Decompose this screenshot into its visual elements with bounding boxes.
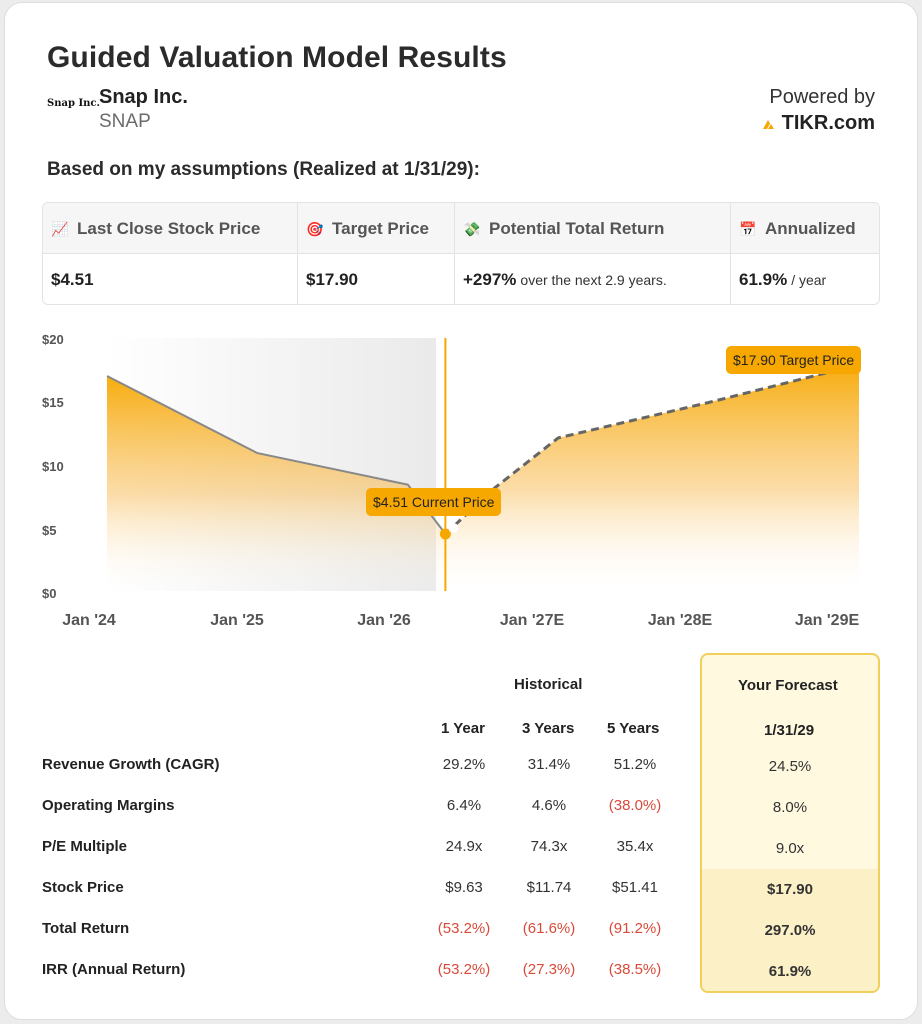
summary-value: $17.90 — [306, 270, 358, 289]
summary-suffix: over the next 2.9 years. — [520, 272, 667, 288]
table-cell: $51.41 — [612, 879, 658, 896]
summary-col-total-return — [454, 203, 730, 304]
table-cell: (38.0%) — [608, 797, 662, 814]
summary-table — [42, 202, 880, 305]
table-cell: 6.4% — [446, 797, 482, 814]
table-cell: (53.2%) — [437, 920, 491, 937]
x-tick: Jan '24 — [62, 612, 116, 629]
forecast-cell: 297.0% — [764, 922, 816, 939]
x-tick: Jan '28E — [647, 612, 713, 629]
forecast-cell: $17.90 — [767, 881, 813, 898]
table-cell: (91.2%) — [608, 920, 662, 937]
company-name: Snap Inc. — [99, 86, 188, 108]
x-tick: Jan '25 — [210, 612, 264, 629]
table-cell: 74.3x — [530, 838, 568, 855]
powered-by-label: Powered by — [769, 86, 875, 108]
row-label: Revenue Growth (CAGR) — [42, 756, 220, 773]
forecast-cell: 24.5% — [768, 758, 812, 775]
tikr-logo-icon — [762, 118, 776, 130]
table-cell: $9.63 — [445, 879, 483, 896]
table-cell: $11.74 — [526, 879, 572, 896]
forecast-period-header: 1/31/29 — [764, 722, 815, 739]
summary-label: Potential Total Return — [489, 219, 665, 238]
tikr-site-label: TIKR.com — [781, 112, 875, 134]
table-cell: 51.2% — [613, 756, 657, 773]
table-cell: 35.4x — [616, 838, 654, 855]
chart-increasing-icon: 📈 — [51, 220, 69, 237]
summary-suffix: / year — [791, 272, 827, 288]
x-tick: Jan '29E — [794, 612, 860, 629]
table-cell: 31.4% — [527, 756, 571, 773]
summary-col-last-close — [43, 203, 297, 304]
summary-value: +297% — [463, 270, 517, 289]
summary-value: 61.9% — [739, 270, 788, 289]
forecast-cell: 8.0% — [772, 799, 808, 816]
y-tick: $10 — [42, 459, 64, 474]
table-cell: (61.6%) — [522, 920, 576, 937]
table-cell: (38.5%) — [608, 961, 662, 978]
target-price-callout: $17.90 Target Price — [726, 346, 861, 374]
company-ticker: SNAP — [99, 111, 151, 132]
y-tick: $15 — [42, 395, 64, 410]
historical-header: Historical — [514, 676, 583, 693]
forecast-cell: 61.9% — [768, 963, 812, 980]
calendar-icon: 📅 — [739, 220, 757, 237]
period-header: 3 Years — [522, 720, 575, 737]
forecast-header: Your Forecast — [738, 677, 838, 694]
valuation-table — [0, 650, 922, 1000]
current-price-callout: $4.51 Current Price — [366, 488, 501, 516]
money-wings-icon: 💸 — [463, 220, 481, 237]
row-label: Stock Price — [42, 879, 124, 896]
y-tick: $20 — [42, 332, 64, 347]
price-chart — [0, 320, 922, 640]
assumption-heading: Based on my assumptions (Realized at 1/31/29): — [47, 159, 480, 180]
table-cell: 24.9x — [445, 838, 483, 855]
summary-label: Last Close Stock Price — [77, 219, 261, 238]
y-tick: $5 — [42, 523, 57, 538]
current-pointer-dot — [448, 523, 458, 533]
forecast-cell: 9.0x — [775, 840, 805, 857]
table-cell: 4.6% — [531, 797, 567, 814]
table-cell: (27.3%) — [522, 961, 576, 978]
summary-col-target — [297, 203, 454, 304]
table-cell: (53.2%) — [437, 961, 491, 978]
company-logo: Snap Inc. — [47, 98, 100, 109]
x-tick: Jan '27E — [499, 612, 565, 629]
summary-label: Annualized — [765, 219, 856, 238]
summary-label: Target Price — [332, 219, 430, 238]
period-header: 1 Year — [441, 720, 485, 737]
y-tick: $0 — [42, 586, 57, 601]
x-tick: Jan '26 — [357, 612, 411, 629]
summary-col-annualized — [730, 203, 880, 304]
table-cell: 29.2% — [442, 756, 486, 773]
row-label: Operating Margins — [42, 797, 175, 814]
page-title: Guided Valuation Model Results — [47, 41, 507, 74]
tikr-link[interactable] — [762, 112, 875, 135]
summary-value: $4.51 — [51, 270, 94, 289]
row-label: P/E Multiple — [42, 838, 128, 855]
row-label: IRR (Annual Return) — [42, 961, 186, 978]
forecast-column — [700, 653, 880, 993]
target-icon: 🎯 — [306, 220, 324, 237]
row-label: Total Return — [42, 920, 130, 937]
period-header: 5 Years — [607, 720, 660, 737]
